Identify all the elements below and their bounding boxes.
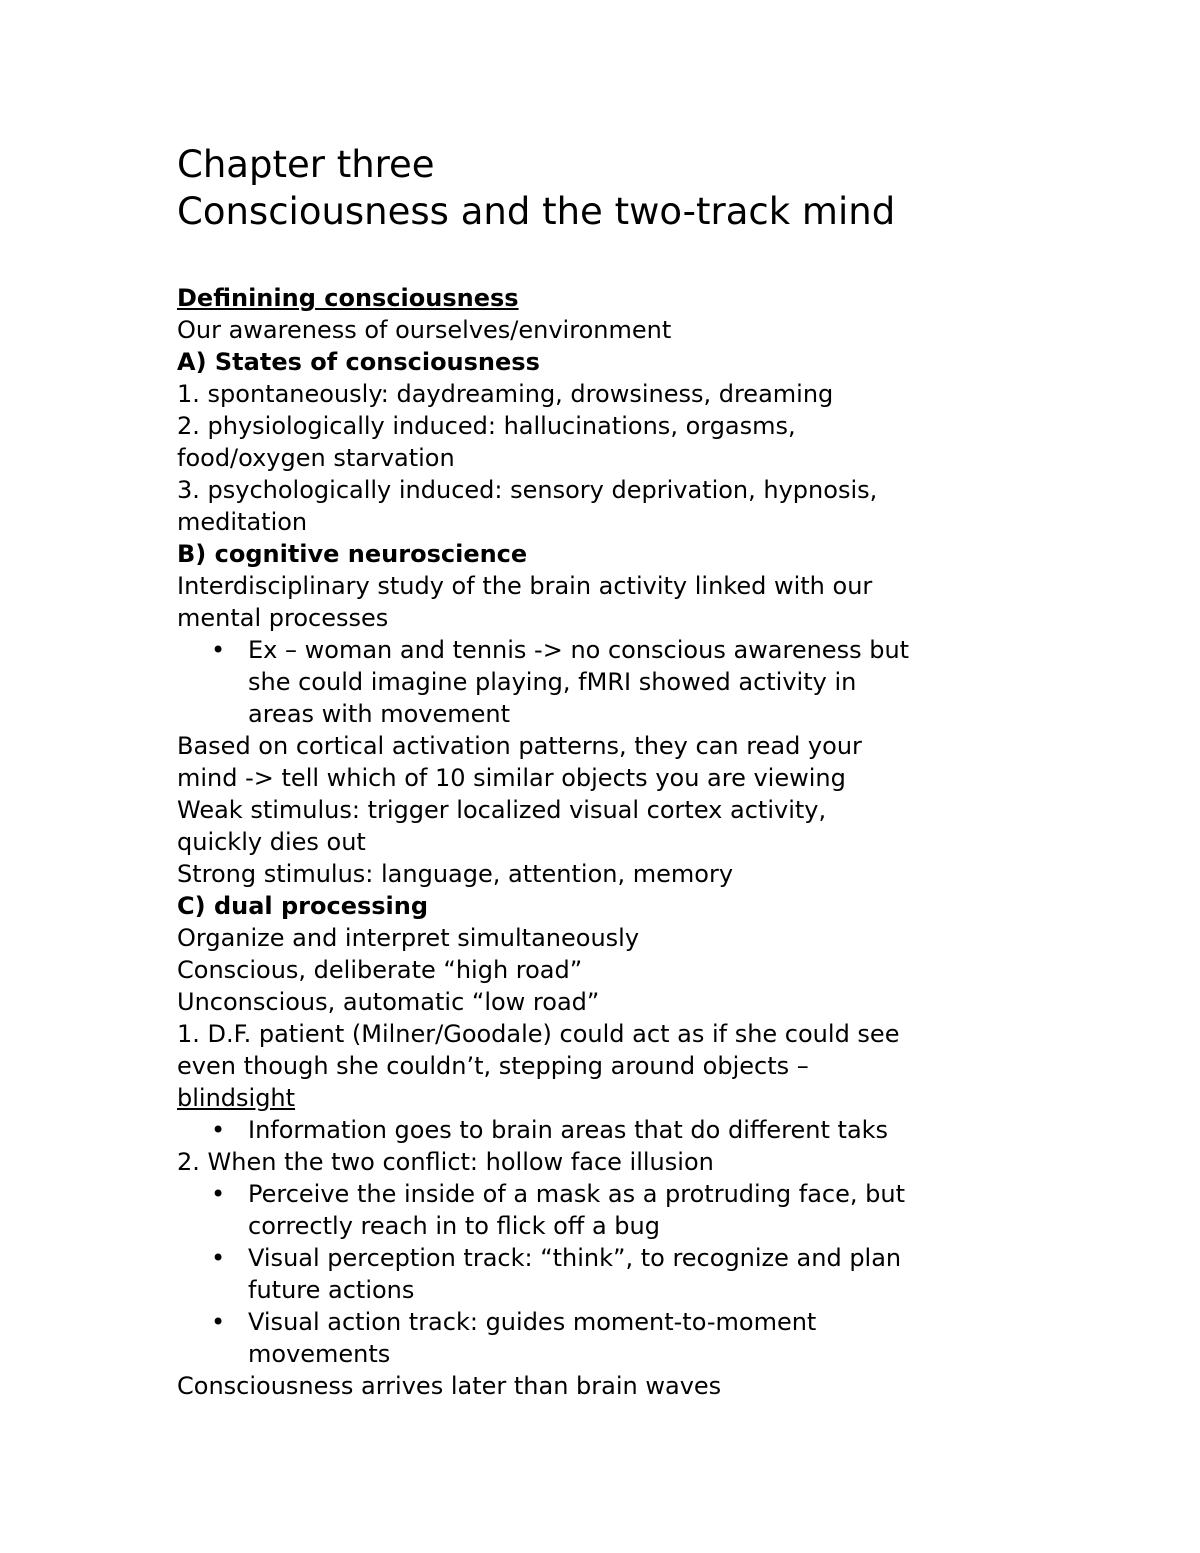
bullet-text: Visual action track: guides moment-to-moment <box>248 1308 817 1336</box>
section-heading: Definining consciousness <box>177 284 519 312</box>
unconscious-text: Unconscious, automatic “low road” <box>177 988 600 1016</box>
bullet-item <box>177 1306 1027 1370</box>
bullet-text-cont: areas with movement <box>248 700 510 728</box>
states-item-1: 1. spontaneously: daydreaming, drowsiness, dreaming <box>177 380 834 408</box>
spacer <box>177 235 1027 282</box>
bullet-text: Visual perception track: “think”, to recognize and plan <box>248 1244 902 1272</box>
bullet-icon: • <box>211 636 226 664</box>
conscious-text: Conscious, deliberate “high road” <box>177 956 583 984</box>
states-item-2: 2. physiologically induced: hallucinations, orgasms, <box>177 412 796 440</box>
bullet-icon: • <box>211 1308 226 1336</box>
bullet-item <box>177 1114 1027 1146</box>
bullet-text-cont: she could imagine playing, fMRI showed activity in <box>248 668 857 696</box>
bullet-text-cont: movements <box>248 1340 391 1368</box>
weak-stimulus-text: Weak stimulus: trigger localized visual cortex activity, <box>177 796 827 824</box>
bullet-text-cont: correctly reach in to flick off a bug <box>248 1212 660 1240</box>
bullet-text: Perceive the inside of a mask as a protruding face, but <box>248 1180 905 1208</box>
bullet-item <box>177 634 1027 730</box>
bullet-icon: • <box>211 1116 226 1144</box>
dual-heading: C) dual processing <box>177 892 429 920</box>
weak-stimulus-text-cont: quickly dies out <box>177 828 366 856</box>
bullet-text-cont: future actions <box>248 1276 415 1304</box>
df-patient-text-cont: even though she couldn’t, stepping around objects – <box>177 1052 809 1080</box>
cognitive-definition-cont: mental processes <box>177 604 389 632</box>
document-body <box>177 141 1027 1402</box>
bullet-text: Ex – woman and tennis -> no conscious awareness but <box>248 636 910 664</box>
chapter-subtitle: Consciousness and the two-track mind <box>177 190 896 233</box>
bullet-item <box>177 1178 1027 1242</box>
states-item-3-cont: meditation <box>177 508 308 536</box>
cortical-text: Based on cortical activation patterns, they can read your <box>177 732 862 760</box>
df-patient-text: 1. D.F. patient (Milner/Goodale) could act as if she could see <box>177 1020 900 1048</box>
states-item-2-cont: food/oxygen starvation <box>177 444 455 472</box>
blindsight-term: blindsight <box>177 1084 296 1112</box>
bullet-text: Information goes to brain areas that do different taks <box>248 1116 889 1144</box>
definition-text: Our awareness of ourselves/environment <box>177 316 672 344</box>
final-text: Consciousness arrives later than brain waves <box>177 1372 722 1400</box>
bullet-icon: • <box>211 1180 226 1208</box>
strong-stimulus-text: Strong stimulus: language, attention, memory <box>177 860 734 888</box>
conflict-text: 2. When the two conflict: hollow face illusion <box>177 1148 714 1176</box>
cortical-text-cont: mind -> tell which of 10 similar objects you are viewing <box>177 764 846 792</box>
cognitive-definition: Interdisciplinary study of the brain activity linked with our <box>177 572 873 600</box>
organize-text: Organize and interpret simultaneously <box>177 924 640 952</box>
bullet-item <box>177 1242 1027 1306</box>
cognitive-heading: B) cognitive neuroscience <box>177 540 528 568</box>
states-heading: A) States of consciousness <box>177 348 540 376</box>
states-item-3: 3. psychologically induced: sensory deprivation, hypnosis, <box>177 476 878 504</box>
chapter-title: Chapter three <box>177 143 435 186</box>
bullet-icon: • <box>211 1244 226 1272</box>
